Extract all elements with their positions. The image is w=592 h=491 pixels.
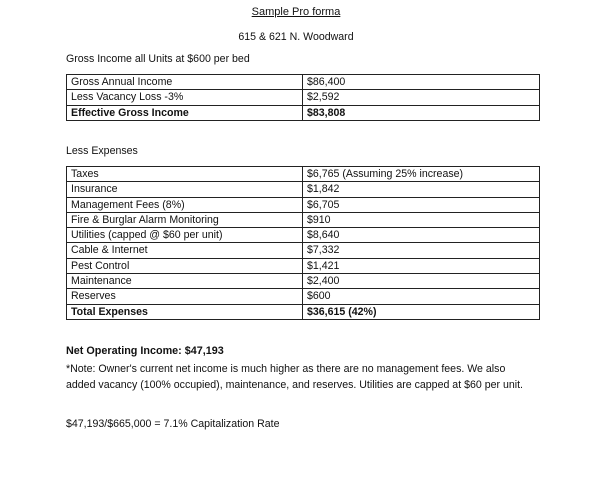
row-value: $600	[303, 289, 540, 304]
row-value: $36,615 (42%)	[303, 304, 540, 319]
row-label: Effective Gross Income	[67, 105, 303, 120]
row-value: $2,592	[303, 90, 540, 105]
table-row	[67, 228, 540, 243]
table-row	[67, 90, 540, 105]
capitalization-rate: $47,193/$665,000 = 7.1% Capitalization Rate	[66, 418, 280, 430]
table-row	[67, 167, 540, 182]
row-label: Less Vacancy Loss -3%	[67, 90, 303, 105]
row-label: Reserves	[67, 289, 303, 304]
row-value: $2,400	[303, 274, 540, 289]
expenses-heading: Less Expenses	[66, 145, 138, 157]
income-table	[66, 74, 540, 121]
row-label: Gross Annual Income	[67, 75, 303, 90]
table-row	[67, 105, 540, 120]
row-value: $7,332	[303, 243, 540, 258]
table-row	[67, 258, 540, 273]
row-label: Fire & Burglar Alarm Monitoring	[67, 212, 303, 227]
row-label: Utilities (capped @ $60 per unit)	[67, 228, 303, 243]
row-value: $6,705	[303, 197, 540, 212]
document-title: Sample Pro forma	[251, 6, 341, 18]
row-value: $6,765 (Assuming 25% increase)	[303, 167, 540, 182]
row-label: Total Expenses	[67, 304, 303, 319]
table-row	[67, 289, 540, 304]
table-row	[67, 212, 540, 227]
row-value: $1,842	[303, 182, 540, 197]
table-row	[67, 274, 540, 289]
row-label: Management Fees (8%)	[67, 197, 303, 212]
property-address: 615 & 621 N. Woodward	[238, 31, 354, 43]
row-label: Cable & Internet	[67, 243, 303, 258]
row-value: $86,400	[303, 75, 540, 90]
row-value: $1,421	[303, 258, 540, 273]
owner-note: *Note: Owner's current net income is much higher as there are no management fees. We also added vacancy (100% occupied), maintenance, and reserves. Utilities are capped at $60 per unit.	[66, 363, 523, 391]
table-row	[67, 304, 540, 319]
row-label: Pest Control	[67, 258, 303, 273]
expenses-table	[66, 166, 540, 320]
row-label: Insurance	[67, 182, 303, 197]
row-label: Taxes	[67, 167, 303, 182]
net-operating-income: Net Operating Income: $47,193	[66, 345, 224, 357]
row-label: Maintenance	[67, 274, 303, 289]
income-heading: Gross Income all Units at $600 per bed	[66, 53, 250, 65]
row-value: $910	[303, 212, 540, 227]
table-row	[67, 182, 540, 197]
table-row	[67, 243, 540, 258]
row-value: $8,640	[303, 228, 540, 243]
table-row	[67, 197, 540, 212]
table-row	[67, 75, 540, 90]
row-value: $83,808	[303, 105, 540, 120]
